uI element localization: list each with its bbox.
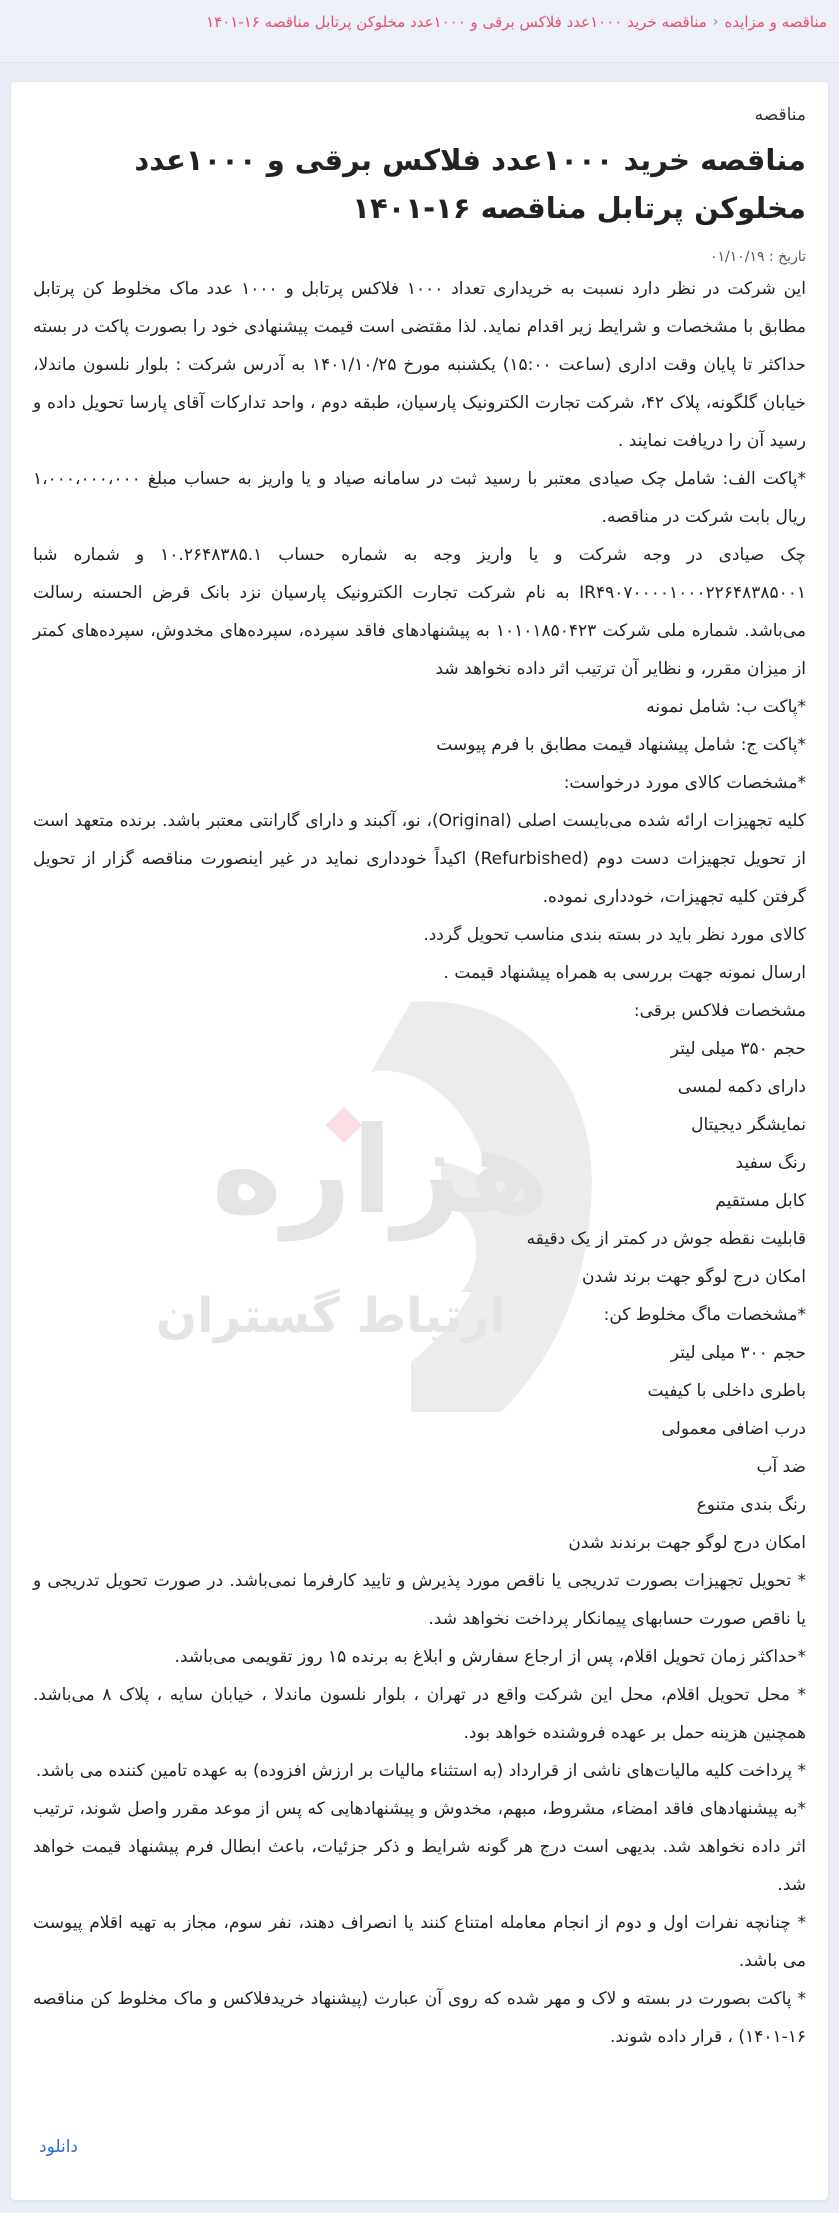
article-category: مناقصه bbox=[754, 105, 806, 125]
article-paragraph: رنگ بندی متنوع bbox=[696, 1495, 806, 1515]
article-paragraph: کلیه تجهیزات ارائه شده می‌بایست اصلی (Original)، نو، آکبند و دارای گارانتی معتبر باشد. برنده متعهد است از تحویل تجهیزات دست دوم (Refurbished) اکیداً خودداری نماید در غیر اینصورت مناقصه گزار از تحویل گرفتن کلیه تجهیزات، خودداری نموده. bbox=[33, 811, 807, 907]
article-paragraph: درب اضافی معمولی bbox=[661, 1419, 806, 1439]
article-paragraph: کابل مستقیم bbox=[715, 1191, 806, 1211]
article-paragraph: مشخصات فلاکس برقی: bbox=[633, 1001, 806, 1021]
article-paragraph: * پرداخت کلیه مالیات‌های ناشی از قرارداد (به استثناء مالیات بر ارزش افزوده) به عهده تامین کننده می باشد. bbox=[35, 1761, 806, 1781]
article-paragraph: *مشخصات کالای مورد درخواست: bbox=[563, 773, 806, 793]
chevron-left-icon: ‹ bbox=[712, 14, 719, 30]
article-paragraph: حجم ۳۵۰ میلی لیتر bbox=[670, 1039, 806, 1059]
article-paragraph: ضد آب bbox=[756, 1457, 806, 1477]
download-link[interactable]: دانلود bbox=[39, 2137, 79, 2157]
article-paragraph: امکان درج لوگو جهت برندند شدن bbox=[568, 1533, 806, 1553]
watermark-main-text: هزاره bbox=[211, 1102, 551, 1241]
article-paragraph: رنگ سفید bbox=[735, 1153, 806, 1173]
article-paragraph: حجم ۳۰۰ میلی لیتر bbox=[670, 1343, 806, 1363]
article-card bbox=[11, 82, 828, 2200]
article-paragraph: *پاکت ب: شامل نمونه bbox=[646, 697, 806, 717]
watermark-sub-text: ارتباط گستران bbox=[156, 1288, 506, 1344]
article-paragraph: * محل تحویل اقلام، محل این شرکت واقع در تهران ، بلوار نلسون ماندلا ، خیابان سایه ، پلاک ۸ می‌باشد. همچنین هزینه حمل بر عهده فروشنده خواهد بود. bbox=[33, 1685, 806, 1743]
article-paragraph: * چنانچه نفرات اول و دوم از انجام معامله امتناع کنند یا انصراف دهند، نفر سوم، مجاز به تهیه اقلام پیوست می باشد. bbox=[33, 1913, 806, 1971]
article-paragraph: *پاکت الف: شامل چک صیادی معتبر با رسید ثبت در سامانه صیاد و یا واریز به حساب مبلغ ۱،۰۰۰،۰۰۰،۰۰۰ ریال بابت شرکت در مناقصه. bbox=[33, 469, 806, 527]
article-content bbox=[33, 100, 806, 2056]
article-paragraph: *حداکثر زمان تحویل اقلام، پس از ارجاع سفارش و ابلاغ به برنده ۱۵ روز تقویمی می‌باشد. bbox=[174, 1647, 806, 1667]
article-paragraph: *پاکت ج: شامل پیشنهاد قیمت مطابق با فرم پیوست bbox=[436, 735, 806, 755]
article-date: تاریخ : ۰۱/۱۰/۱۹ bbox=[709, 249, 806, 265]
article-paragraph: *مشخصات ماگ مخلوط کن: bbox=[603, 1305, 806, 1325]
article-paragraph: ارسال نمونه جهت بررسی به همراه پیشنهاد قیمت . bbox=[443, 963, 806, 983]
article-paragraph: * پاکت بصورت در بسته و لاک و مهر شده که روی آن عبارت (پیشنهاد خریدفلاکس و ماک مخلوط کن مناقصه ۱۶-۱۴۰۱) ، قرار داده شوند. bbox=[33, 1989, 806, 2047]
article-body bbox=[33, 270, 806, 2056]
breadcrumb bbox=[12, 10, 827, 34]
article-paragraph: نمایشگر دیجیتال bbox=[691, 1115, 806, 1135]
article-paragraph: امکان درج لوگو جهت برند شدن bbox=[582, 1267, 806, 1287]
article-title: مناقصه خرید ۱۰۰۰عدد فلاکس برقی و ۱۰۰۰عدد مخلوکن پرتابل مناقصه ۱۶-۱۴۰۱ bbox=[134, 143, 806, 225]
article-paragraph: کالای مورد نظر باید در بسته بندی مناسب تحویل گردد. bbox=[423, 925, 806, 945]
article-paragraph: قابلیت نقطه جوش در کمتر از یک دقیقه bbox=[526, 1229, 806, 1249]
article-paragraph: این شرکت در نظر دارد نسبت به خریداری تعداد ۱۰۰۰ فلاکس پرتابل و ۱۰۰۰ عدد ماک مخلوط کن پرتابل مطابق با مشخصات و شرایط زیر اقدام نماید. لذا مقتضی است قیمت پیشنهادی خود را بصورت پاکت در بسته حداکثر تا پایان وقت اداری (ساعت ۱۵:۰۰) یکشنبه مورخ ۱۴۰۱/۱۰/۲۵ به آدرس شرکت : بلوار نلسون ماندلا، خیابان گلگونه، پلاک ۴۲، شرکت تجارت الکترونیک پارسیان، طبقه دوم ، واحد تدارکات آقای پارسا تحویل داده و رسید آن را دریافت نمایند . bbox=[33, 279, 806, 451]
article-paragraph: دارای دکمه لمسی bbox=[677, 1077, 806, 1097]
article-paragraph: * تحویل تجهیزات بصورت تدریجی یا ناقص مورد پذیرش و تایید کارفرما نمی‌باشد. در صورت تحویل تدریجی و یا ناقص صورت حسابهای پیمانکار پرداخت نخواهد شد. bbox=[33, 1571, 806, 1629]
breadcrumb-current-link[interactable]: مناقصه خرید ۱۰۰۰عدد فلاکس برقی و ۱۰۰۰عدد مخلوکن پرتابل مناقصه ۱۶-۱۴۰۱ bbox=[206, 13, 707, 31]
article-paragraph: *به پیشنهادهای فاقد امضاء، مشروط، مبهم، مخدوش و پیشنهادهایی که پس از موعد مقرر واصل شوند، ترتیب اثر داده نخواهد شد. بدیهی است درج هر گونه شرایط و ذکر جزئیات، باعث ابطال فرم پیشنهاد قیمت خواهد شد. bbox=[33, 1799, 806, 1895]
breadcrumb-home-link[interactable]: مناقصه و مزایده bbox=[724, 13, 827, 31]
article-paragraph: چک صیادی در وجه شرکت و یا واریز وجه به شماره حساب ۱۰.۲۶۴۸۳۸۵.۱ و شماره شبا IR۴۹۰۷۰۰۰۰۱۰۰۰۲۲۶۴۸۳۸۵۰۰۱ به نام شرکت تجارت الکترونیک پارسیان نزد بانک قرض الحسنه رسالت می‌باشد. شماره ملی شرکت ۱۰۱۰۱۸۵۰۴۲۳ به پیشنهادهای فاقد سپرده، سپرده‌های مخدوش، سپرده‌های کمتر از میزان مقرر، و نظایر آن ترتیب اثر داده نخواهد شد bbox=[33, 545, 806, 679]
article-paragraph: باطری داخلی با کیفیت bbox=[647, 1381, 806, 1401]
top-bar bbox=[0, 0, 839, 63]
